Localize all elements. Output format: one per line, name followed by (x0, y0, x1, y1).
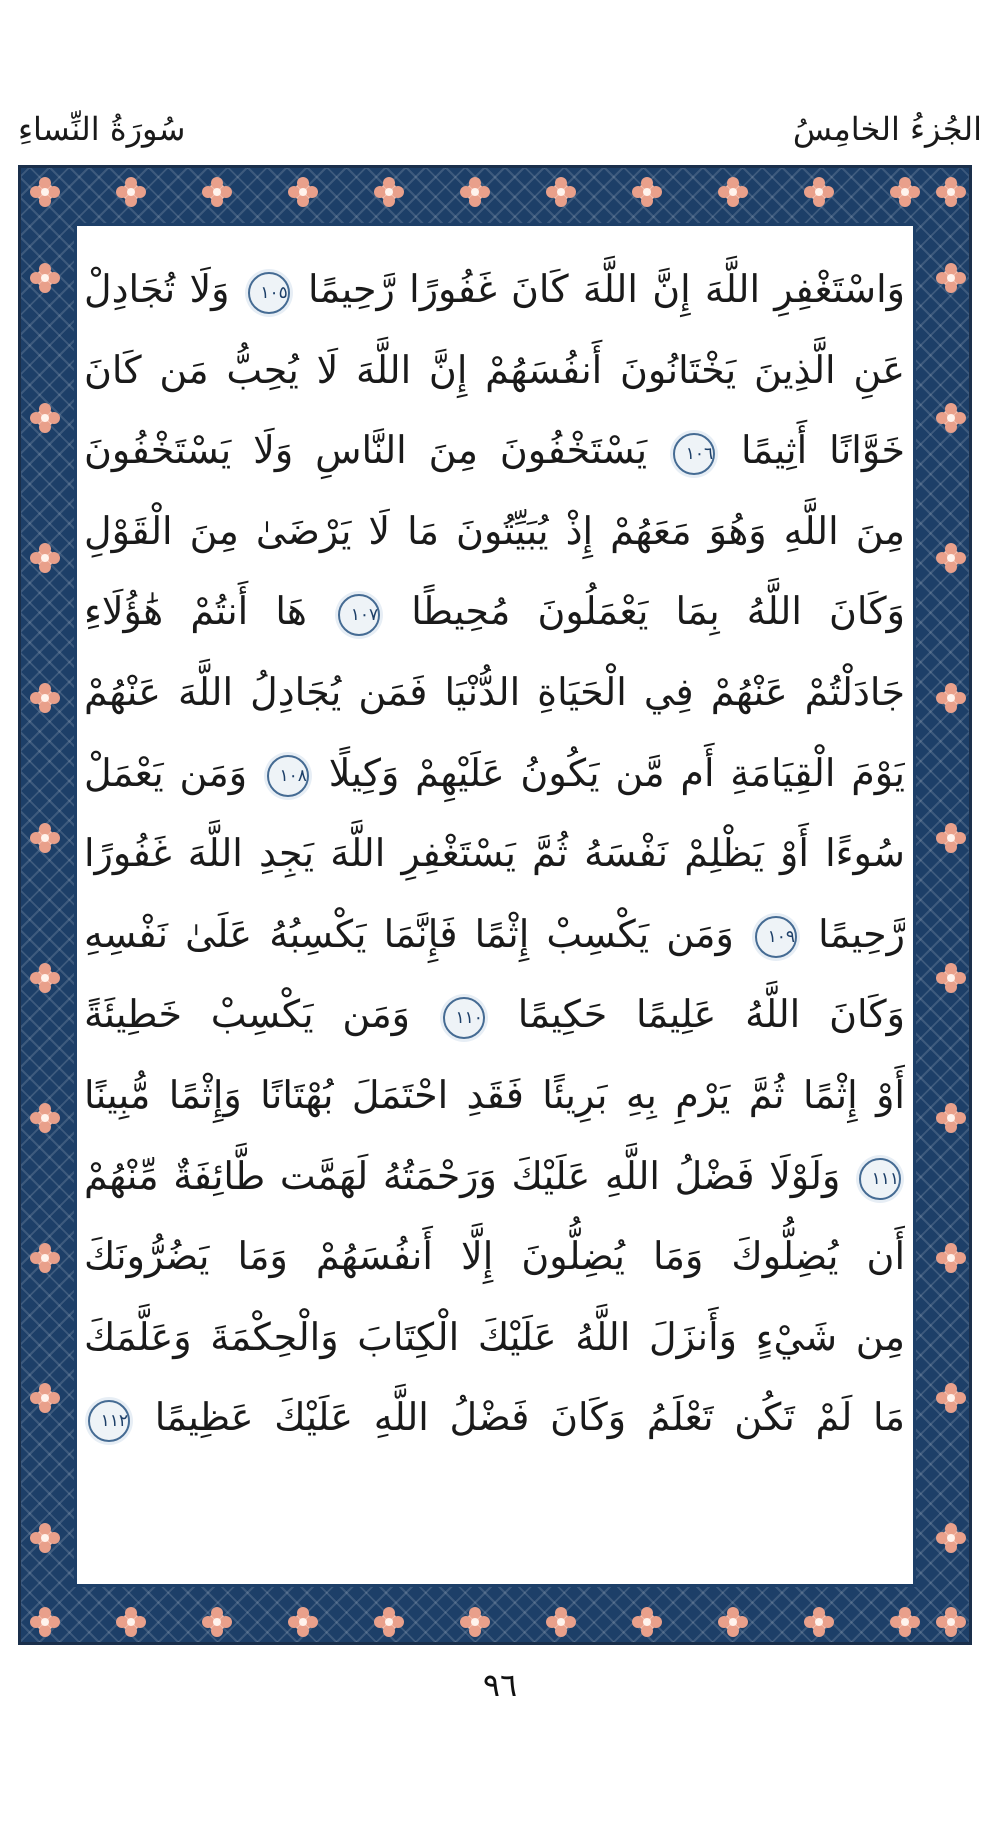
juz-title: الجُزءُ الخامِسُ (792, 110, 982, 148)
ayah-marker-108: ١٠٨ (267, 755, 309, 797)
text-line-2 (84, 330, 905, 411)
text-line-6 (84, 652, 905, 733)
line-text: وَمَن يَكْسِبْ خَطِيئَةً (84, 992, 411, 1037)
text-line-15 (84, 1377, 905, 1458)
line-text: جَادَلْتُمْ عَنْهُمْ فِي الْحَيَاةِ الدُّنْيَا فَمَن يُجَادِلُ اللَّهَ عَنْهُمْ (84, 669, 905, 714)
line-text: أَوْ إِثْمًا ثُمَّ يَرْمِ بِهِ بَرِيئًا فَقَدِ احْتَمَلَ بُهْتَانًا وَإِثْمًا مُّبِينًا (84, 1072, 905, 1117)
line-text: وَاسْتَغْفِرِ اللَّهَ إِنَّ اللَّهَ كَانَ غَفُورًا رَّحِيمًا (308, 267, 905, 311)
ayah-marker-107: ١٠٧ (338, 594, 380, 636)
text-line-13 (84, 1216, 905, 1297)
line-text: مَا لَمْ تَكُن تَعْلَمُ وَكَانَ فَضْلُ اللَّهِ عَلَيْكَ عَظِيمًا (154, 1395, 905, 1440)
text-line-1 (84, 249, 905, 330)
line-text: وَلَا تُجَادِلْ (84, 267, 230, 311)
frame-flower-row-bottom (30, 1607, 966, 1637)
line-text: سُوءًا أَوْ يَظْلِمْ نَفْسَهُ ثُمَّ يَسْتَغْفِرِ اللَّهَ يَجِدِ اللَّهَ غَفُورًا (84, 831, 905, 876)
line-text: مِن شَيْءٍ وَأَنزَلَ اللَّهُ عَلَيْكَ الْكِتَابَ وَالْحِكْمَةَ وَعَلَّمَكَ (84, 1314, 905, 1359)
line-text: رَّحِيمًا (818, 911, 905, 956)
ayah-marker-112: ١١٢ (88, 1400, 130, 1442)
line-text: يَوْمَ الْقِيَامَةِ أَم مَّن يَكُونُ عَلَيْهِمْ وَكِيلًا (328, 750, 905, 795)
line-text: عَنِ الَّذِينَ يَخْتَانُونَ أَنفُسَهُمْ إِنَّ اللَّهَ لَا يُحِبُّ مَن كَانَ (84, 347, 905, 392)
text-line-9 (84, 894, 905, 975)
quran-text (84, 249, 905, 1458)
text-line-10 (84, 974, 905, 1055)
frame-flower-column-right (936, 263, 966, 1553)
frame-flower-row-top (30, 177, 966, 207)
text-line-12 (84, 1136, 905, 1217)
line-text: وَكَانَ اللَّهُ بِمَا يَعْمَلُونَ مُحِيطًا (411, 589, 905, 634)
text-line-7 (84, 733, 905, 814)
text-line-5 (84, 571, 905, 652)
line-text: مِنَ اللَّهِ وَهُوَ مَعَهُمْ إِذْ يُبَيِّتُونَ مَا لَا يَرْضَىٰ مِنَ الْقَوْلِ (84, 508, 905, 553)
line-text: وَمَن يَعْمَلْ (84, 750, 248, 795)
text-line-3 (84, 410, 905, 491)
line-text: وَمَن يَكْسِبْ إِثْمًا فَإِنَّمَا يَكْسِبُهُ عَلَىٰ نَفْسِهِ (84, 911, 734, 956)
text-line-8 (84, 813, 905, 894)
frame-flower-column-left (30, 263, 60, 1553)
ayah-marker-109: ١٠٩ (755, 916, 797, 958)
line-text: أَن يُضِلُّوكَ وَمَا يُضِلُّونَ إِلَّا أَنفُسَهُمْ وَمَا يَضُرُّونَكَ (84, 1234, 905, 1279)
line-text: يَسْتَخْفُونَ مِنَ النَّاسِ وَلَا يَسْتَخْفُونَ (84, 428, 648, 473)
page-header (18, 104, 982, 154)
line-text: وَلَوْلَا فَضْلُ اللَّهِ عَلَيْكَ وَرَحْمَتُهُ لَهَمَّت طَّائِفَةٌ مِّنْهُمْ (84, 1153, 841, 1198)
page-number: ٩٦ (482, 1666, 518, 1704)
surah-title: سُورَةُ النِّساءِ (18, 110, 186, 148)
text-line-4 (84, 491, 905, 572)
ayah-marker-111: ١١١ (859, 1158, 901, 1200)
line-text: وَكَانَ اللَّهُ عَلِيمًا حَكِيمًا (517, 992, 905, 1037)
text-line-14 (84, 1297, 905, 1378)
line-text: خَوَّانًا أَثِيمًا (741, 428, 905, 473)
ayah-marker-105: ١٠٥ (248, 272, 290, 314)
text-line-11 (84, 1055, 905, 1136)
line-text: هَا أَنتُمْ هَٰؤُلَاءِ (84, 589, 307, 634)
ayah-marker-106: ١٠٦ (673, 433, 715, 475)
ayah-marker-110: ١١٠ (443, 997, 485, 1039)
